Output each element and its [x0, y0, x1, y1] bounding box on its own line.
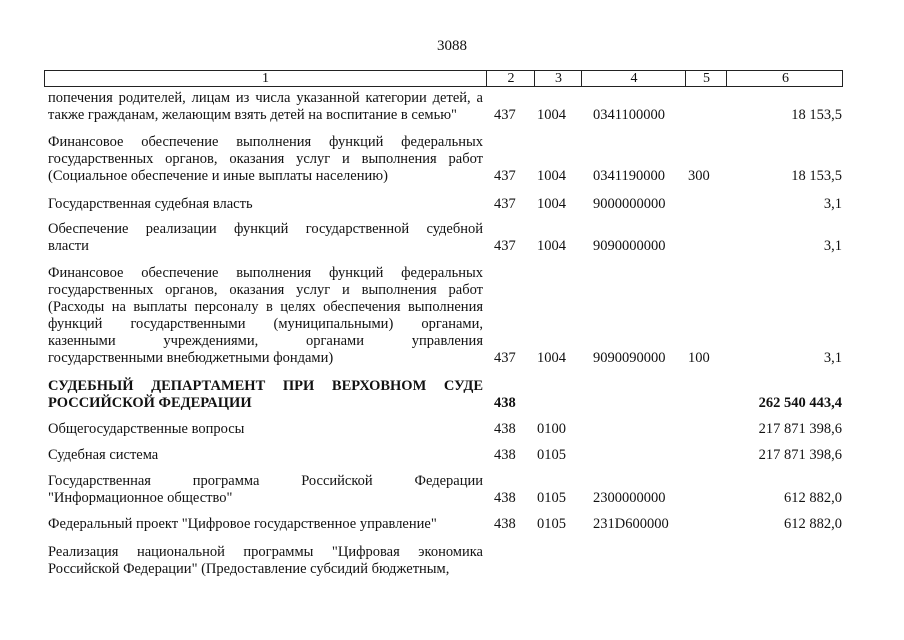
- col-3-value: 1004: [537, 107, 566, 123]
- col-3-value: 1004: [537, 238, 566, 254]
- description-line: казенными учреждениями, органами управления: [48, 333, 483, 349]
- description-line: Обеспечение реализации функций государственной судебной: [48, 221, 483, 237]
- col-6-value: 217 871 398,6: [758, 421, 842, 437]
- description-line: СУДЕБНЫЙ ДЕПАРТАМЕНТ ПРИ ВЕРХОВНОМ СУДЕ: [48, 378, 483, 394]
- row-description: [48, 544, 483, 578]
- col-2-value: 437: [494, 196, 516, 212]
- row-description: [48, 378, 483, 412]
- col-2-value: 438: [494, 421, 516, 437]
- description-line: Федеральный проект "Цифровое государственное управление": [48, 516, 437, 532]
- header-col-4: 4: [581, 71, 686, 86]
- col-5-value: 100: [688, 350, 710, 366]
- description-line: Судебная система: [48, 447, 159, 463]
- header-col-6: 6: [726, 71, 844, 86]
- col-2-value: 438: [494, 395, 516, 411]
- description-line: государственных органов, оказания услуг и выполнения работ: [48, 151, 483, 167]
- row-description: [48, 447, 483, 464]
- col-5-value: 300: [688, 168, 710, 184]
- page-number: 3088: [437, 38, 467, 54]
- col-2-value: 438: [494, 516, 516, 532]
- col-3-value: 1004: [537, 350, 566, 366]
- col-6-value: 3,1: [823, 238, 842, 254]
- col-4-value: 9090000000: [593, 238, 666, 254]
- description-line: Государственная судебная власть: [48, 196, 253, 212]
- description-line: (Социальное обеспечение и иные выплаты населению): [48, 168, 388, 184]
- col-3-value: 0105: [537, 490, 566, 506]
- col-6-value: 612 882,0: [784, 490, 842, 506]
- col-4-value: 231D600000: [593, 516, 669, 532]
- description-line: РОССИЙСКОЙ ФЕДЕРАЦИИ: [48, 395, 252, 411]
- description-line: функций государственными (муниципальными) органами,: [48, 316, 483, 332]
- header-col-3: 3: [534, 71, 582, 86]
- description-line: государственными внебюджетными фондами): [48, 350, 334, 366]
- header-col-2: 2: [486, 71, 535, 86]
- col-4-value: 2300000000: [593, 490, 666, 506]
- col-6-value: 217 871 398,6: [758, 447, 842, 463]
- col-3-value: 0100: [537, 421, 566, 437]
- col-6-value: 262 540 443,4: [758, 395, 842, 411]
- col-2-value: 437: [494, 107, 516, 123]
- description-line: Российской Федерации" (Предоставление субсидий бюджетным,: [48, 561, 450, 577]
- description-line: государственных органов, оказания услуг и выполнения работ: [48, 282, 483, 298]
- description-line: власти: [48, 238, 89, 254]
- description-line: Государственная программа Российской Федерации: [48, 473, 483, 489]
- col-2-value: 438: [494, 447, 516, 463]
- col-6-value: 612 882,0: [784, 516, 842, 532]
- row-description: [48, 473, 483, 507]
- col-2-value: 438: [494, 490, 516, 506]
- description-line: также гражданам, желающим взять детей на воспитание в семью": [48, 107, 457, 123]
- row-description: [48, 221, 483, 255]
- description-line: Финансовое обеспечение выполнения функций федеральных: [48, 265, 483, 281]
- col-4-value: 0341190000: [593, 168, 665, 184]
- header-col-1: 1: [262, 71, 269, 86]
- row-description: [48, 516, 483, 533]
- description-line: "Информационное общество": [48, 490, 233, 506]
- col-6-value: 18 153,5: [791, 168, 842, 184]
- col-3-value: 0105: [537, 516, 566, 532]
- col-4-value: 9000000000: [593, 196, 666, 212]
- table-header: [44, 70, 843, 87]
- row-description: [48, 196, 483, 213]
- col-3-value: 1004: [537, 168, 566, 184]
- col-2-value: 437: [494, 168, 516, 184]
- col-3-value: 1004: [537, 196, 566, 212]
- col-6-value: 3,1: [823, 350, 842, 366]
- col-6-value: 18 153,5: [791, 107, 842, 123]
- col-6-value: 3,1: [823, 196, 842, 212]
- row-description: [48, 421, 483, 438]
- col-4-value: 9090090000: [593, 350, 666, 366]
- col-4-value: 0341100000: [593, 107, 665, 123]
- description-line: Финансовое обеспечение выполнения функций федеральных: [48, 134, 483, 150]
- header-col-5: 5: [685, 71, 727, 86]
- row-description: [48, 90, 483, 124]
- row-description: [48, 134, 483, 185]
- description-line: Общегосударственные вопросы: [48, 421, 245, 437]
- description-line: (Расходы на выплаты персоналу в целях обеспечения выполнения: [48, 299, 483, 315]
- col-2-value: 437: [494, 350, 516, 366]
- row-description: [48, 265, 483, 367]
- description-line: попечения родителей, лицам из числа указанной категории детей, а: [48, 90, 483, 106]
- col-2-value: 437: [494, 238, 516, 254]
- col-3-value: 0105: [537, 447, 566, 463]
- description-line: Реализация национальной программы "Цифровая экономика: [48, 544, 483, 560]
